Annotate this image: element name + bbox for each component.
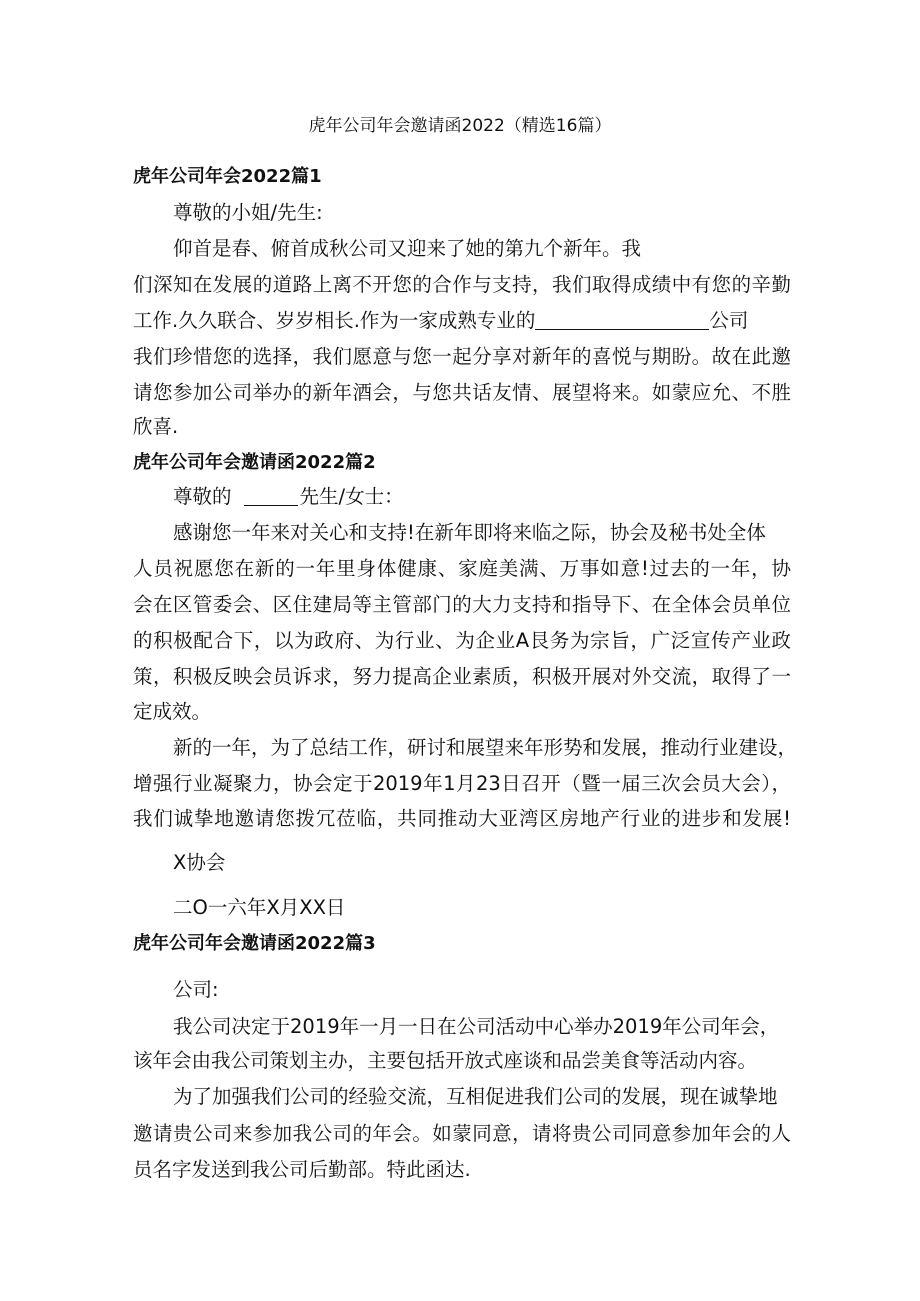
signature: X协会: [173, 851, 226, 874]
section-2-salutation-suffix: 先生/女士：: [299, 485, 404, 508]
section-1-line-6: 欣喜.: [133, 415, 179, 438]
name-blank: [244, 485, 298, 506]
section-2-p1-line-3: 会在区管委会、区住建局等主管部门的大力支持和指导下、在全体会员单位: [133, 593, 791, 616]
section-3-p2-line-3: 员名字发送到我公司后勤部。特此函达.: [133, 1158, 471, 1181]
company-name-blank: [535, 309, 709, 330]
section-2-p2-line-2: 增强行业凝聚力，协会定于2019年1月23日召开（暨一届三次会员大会），: [133, 772, 791, 795]
section-2-salutation-prefix: 尊敬的: [173, 485, 232, 508]
section-3-p1-line-2: 该年会由我公司策划主办，主要包括开放式座谈和品尝美食等活动内容。: [133, 1049, 758, 1072]
section-2-p1-line-4: 的积极配合下，以为政府、为行业、为企业A艮务为宗旨，广泛宣传产业政: [133, 629, 791, 652]
section-1-line-4: 我们珍惜您的选择，我们愿意与您一起分享对新年的喜悦与期盼。故在此邀: [133, 345, 791, 368]
section-1-salutation: 尊敬的小姐/先生:: [173, 201, 323, 224]
section-3-p1-line-1: 我公司决定于2019年一月一日在公司活动中心举办2019年公司年会，: [173, 1015, 780, 1038]
section-1-heading: 虎年公司年会2022篇1: [133, 166, 322, 187]
section-2-heading: 虎年公司年会邀请函2022篇2: [133, 452, 376, 473]
document-title: 虎年公司年会邀请函2022（精选16篇）: [308, 116, 612, 136]
section-3-p2-line-1: 为了加强我们公司的经验交流，互相促进我们公司的发展，现在诚挚地: [173, 1085, 778, 1108]
section-3-heading: 虎年公司年会邀请函2022篇3: [133, 933, 376, 954]
section-1-line-3: [133, 308, 748, 334]
section-3-p2-line-2: 邀请贵公司来参加我公司的年会。如蒙同意，请将贵公司同意参加年会的人: [133, 1122, 791, 1145]
section-2-p1-line-5: 策，积极反映会员诉求，努力提高企业素质，积极开展对外交流，取得了一: [133, 665, 791, 688]
section-2-p2-line-3: 我们诚挚地邀请您拨冗莅临，共同推动大亚湾区房地产行业的进步和发展!: [133, 807, 791, 830]
date-line: 二O一六年X月XX日: [173, 896, 346, 919]
section-3-salutation: 公司:: [173, 978, 219, 1001]
section-2-p1-line-2: 人员祝愿您在新的一年里身体健康、家庭美满、万事如意!过去的一年，协: [133, 557, 791, 580]
section-1-line-3-text: 工作.久久联合、岁岁相长.作为一家成熟专业的: [133, 309, 536, 332]
section-1-line-2: 们深知在发展的道路上离不开您的合作与支持，我们取得成绩中有您的辛勤: [133, 273, 791, 296]
section-1-line-5: 请您参加公司举办的新年酒会，与您共话友情、展望将来。如蒙应允、不胜: [133, 381, 791, 404]
section-2-p2-line-1: 新的一年，为了总结工作，研讨和展望来年形势和发展，推动行业建设，: [173, 736, 798, 759]
section-1-line-3-end: 公司: [709, 309, 749, 332]
section-1-line-1: 仰首是春、俯首成秋公司又迎来了她的第九个新年。我: [173, 237, 642, 260]
section-2-p1-line-1: 感谢您一年来对关心和支持!在新年即将来临之际，协会及秘书处全体: [173, 521, 766, 544]
section-2-p1-line-6: 定成效。: [133, 700, 212, 723]
section-2-salutation: [173, 484, 404, 510]
